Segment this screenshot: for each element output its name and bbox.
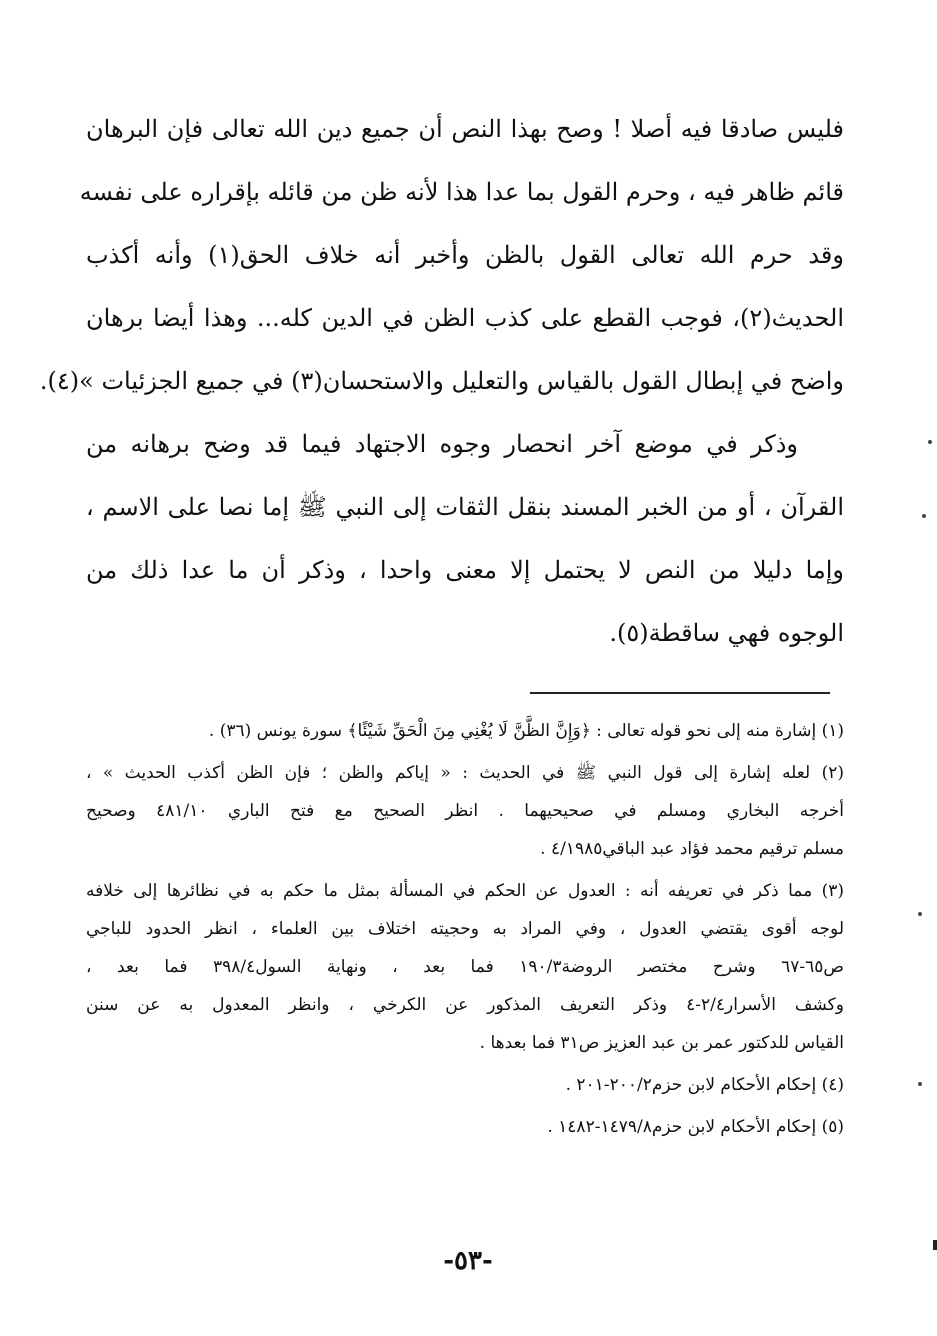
footnote-line: القياس للدكتور عمر بن عبد العزيز ص٣١ فما بعدها . <box>479 1033 844 1053</box>
footnote-line: (٥) إحكام الأحكام لابن حزم١٤٧٩/٨-١٤٨٢ . <box>547 1117 844 1137</box>
footnote-2 <box>86 754 844 868</box>
scan-speck <box>922 514 926 518</box>
footnote-1 <box>86 712 844 750</box>
scan-speck <box>928 440 932 444</box>
footnote-line: ص٦٥-٦٧ وشرح مختصر الروضة١٩٠/٣ فما بعد ، ونهاية السول٣٩٨/٤ فما بعد ، <box>86 957 844 977</box>
body-line: وقد حرم الله تعالى القول بالظن وأخبر أنه خلاف الحق(١) وأنه أكذب <box>86 241 844 269</box>
footnote-line: (٢) لعله إشارة إلى قول النبي ﷺ في الحديث : « إياكم والظن ؛ فإن الظن أكذب الحديث » ، <box>86 763 844 783</box>
footnote-line: (٣) مما ذكر في تعريفه أنه : العدول عن الحكم في المسألة بمثل ما حكم به في نظائرها إلى خلافه <box>86 881 844 901</box>
footnote-line: لوجه أقوى يقتضي العدول ، وفي المراد به وحجيته اختلاف بين العلماء ، انظر الحدود للباجي <box>86 919 844 939</box>
body-line: الحديث(٢)، فوجب القطع على كذب الظن في الدين كله... وهذا أيضا برهان <box>86 304 844 332</box>
page-number: -٥٣- <box>443 1246 493 1276</box>
footnote-line: وكشف الأسرار٢/٤-٤ وذكر التعريف المذكور عن الكرخي ، وانظر المعدول به عن سنن <box>86 995 844 1015</box>
body-line: وذكر في موضع آخر انحصار وجوه الاجتهاد فيما قد وضح برهانه من <box>86 430 798 458</box>
scan-speck <box>918 1082 922 1086</box>
main-body-text <box>39 98 844 665</box>
body-line: فليس صادقا فيه أصلا ! وصح بهذا النص أن جميع دين الله تعالى فإن البرهان <box>86 115 844 143</box>
footnote-line: أخرجه البخاري ومسلم في صحيحيهما . انظر الصحيح مع فتح الباري ٤٨١/١٠ وصحيح <box>86 801 844 821</box>
footnote-5 <box>86 1108 844 1146</box>
body-line: قائم ظاهر فيه ، وحرم القول بما عدا هذا لأنه ظن من قائله بإقراره على نفسه <box>79 178 844 206</box>
body-line: القرآن ، أو من الخبر المسند بنقل الثقات إلى النبي ﷺ إما نصا على الاسم ، <box>86 493 844 521</box>
body-line: وإما دليلا من النص لا يحتمل إلا معنى واحدا ، وذكر أن ما عدا ذلك من <box>86 556 844 584</box>
scan-speck <box>918 912 922 916</box>
footnote-3 <box>86 872 844 1062</box>
body-line: الوجوه فهي ساقطة(٥). <box>609 619 844 647</box>
scan-edge-mark <box>933 1240 937 1250</box>
footnote-line: (١) إشارة منه إلى نحو قوله تعالى : ﴿وَإِنَّ الظَّنَّ لَا يُغْنِي مِنَ الْحَقِّ شَيْئًا﴾ سورة يونس (٣٦) . <box>208 721 844 741</box>
footnote-line: (٤) إحكام الأحكام لابن حزم٢٠٠/٢-٢٠١ . <box>565 1075 844 1095</box>
footnote-line: مسلم ترقيم محمد فؤاد عبد الباقي٤/١٩٨٥ . <box>540 839 844 859</box>
footnote-separator-rule <box>530 692 830 694</box>
body-line: واضح في إبطال القول بالقياس والتعليل والاستحسان(٣) في جميع الجزئيات »(٤). <box>39 367 844 395</box>
footnotes-section <box>86 712 844 1150</box>
footnote-4 <box>86 1066 844 1104</box>
